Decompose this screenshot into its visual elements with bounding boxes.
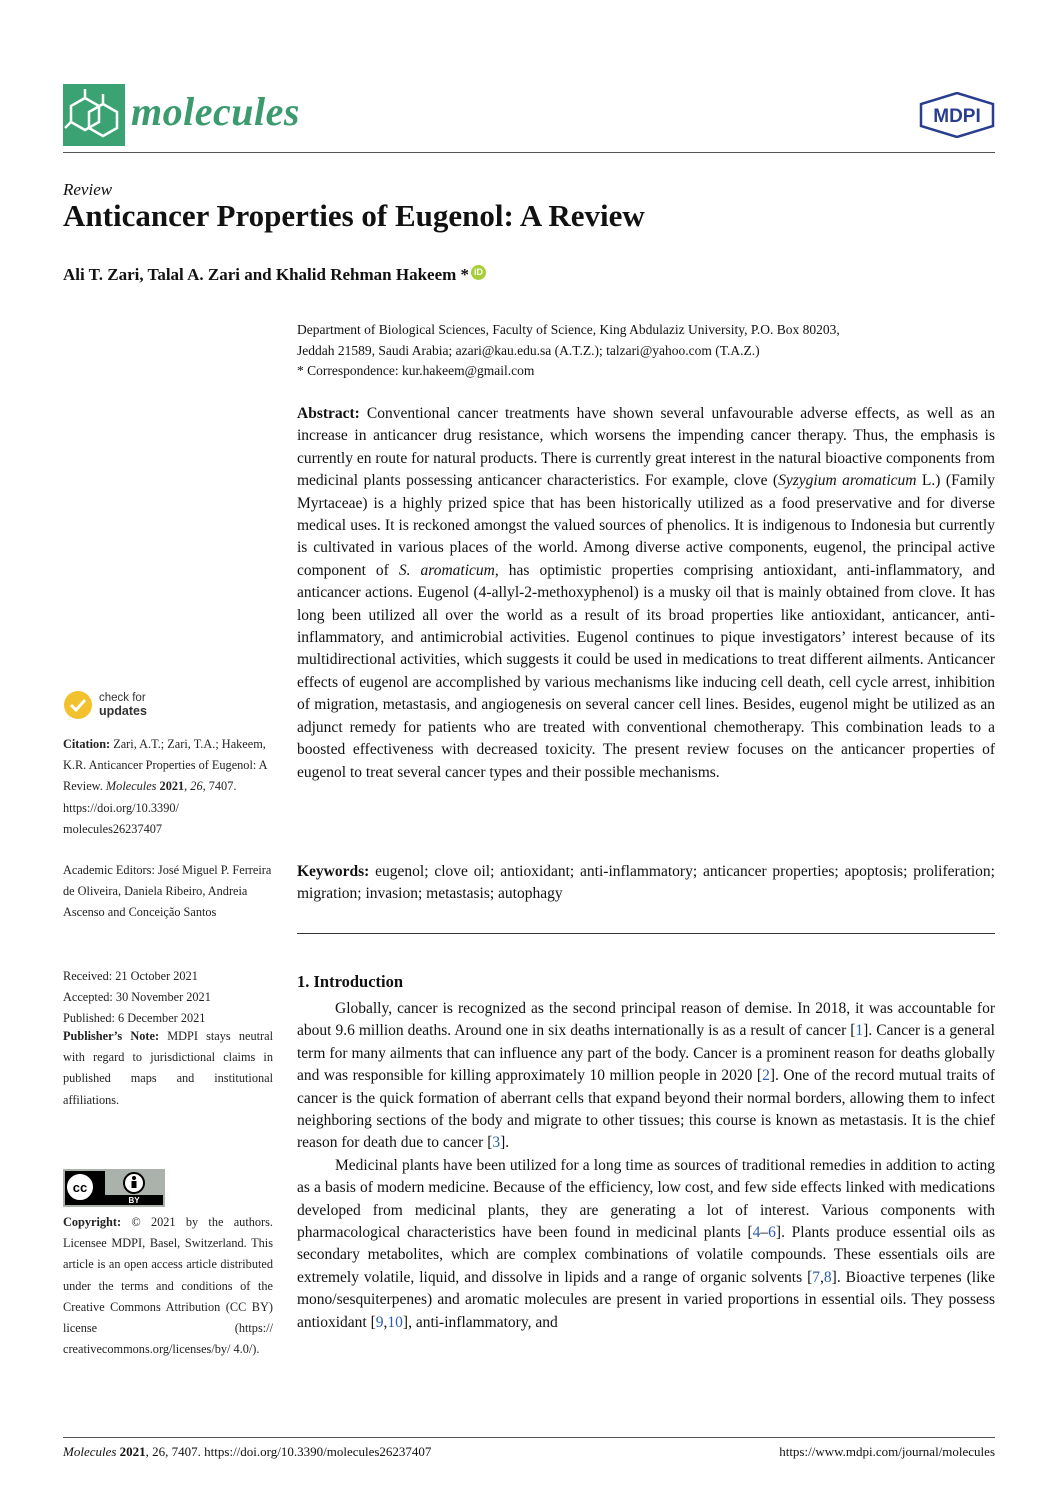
cc-by-license-icon[interactable]: [63, 1169, 165, 1207]
correspondence: * Correspondence: kur.hakeem@gmail.com: [297, 363, 535, 378]
abstract-text: Conventional cancer treatments have shown several unfavourable adverse effects, as well as an increase in anticancer drug resistance, which worsens the impending cancer therapy. Thus, the emphasis is currently en route for natural products. There is currently great interest in the natural bioactive components from medicinal plants possessing anticancer characteristics. For example, clove (: [297, 405, 995, 490]
citation-link[interactable]: 7: [812, 1268, 821, 1286]
abstract-text: , has optimistic properties comprising antioxidant, anti-inflammatory, and anticancer actions. Eugenol (4-allyl-2-methoxyphenol) is a musky oil that is mainly obtained from clove. It has long been utilized all over the world as a result of its broad properties like antioxidant, anticancer, anti-inflammatory, and antimicrobial activities. Eugenol continues to pique investigators’ interest because of its multidirectional activities, which suggests it could be used in medications to treat different ailments. Anticancer effects of eugenol are accomplished by various mechanisms like inducing cell death, cell cycle arrest, inhibition of migration, metastasis, and angiogenesis on several cancer cell lines. Besides, eugenol might be utilized as an adjunct remedy for patients who are treated with conventional chemotherapy. This combination leads to a boosted effectiveness with decreased toxicity. The present review focuses on the anticancer properties of eugenol to treat several cancer types and their possible mechanisms.: [297, 561, 995, 781]
accepted-date: Accepted: 30 November 2021: [63, 990, 211, 1005]
citation-link[interactable]: 1: [855, 1022, 864, 1040]
article-type: Review: [63, 180, 113, 199]
footer-divider: [63, 1437, 995, 1438]
abstract-label: Abstract:: [297, 405, 360, 422]
section-heading: 1. Introduction: [297, 972, 404, 991]
keywords: [297, 861, 995, 906]
abstract-text: L.) (Family Myrtaceae) is a highly prized spice that has been historically utilized as a food preservative and for diverse medical uses. It is reckoned amongst the valued sources of phenolics. It is indigenous to Indonesia but currently is cultivated in various places of the world. Among diverse active components, eugenol, the principal active component of: [297, 472, 995, 579]
publication-dates: [63, 966, 273, 1030]
citation-link[interactable]: 9: [375, 1313, 384, 1331]
copyright-block: Copyright: © 2021 by the authors. Licensee MDPI, Basel, Switzerland. This article is an open access article distributed under the terms and conditions of the Creative Commons Attribution (CC BY) license (https:// creativecommons.org/licenses/by/ 4.0/).: [63, 1215, 273, 1357]
academic-editors: Academic Editors: José Miguel P. Ferreira de Oliveira, Daniela Ribeiro, Andreia Ascenso and Conceição Santos: [63, 863, 272, 920]
publisher-note: Publisher’s Note: MDPI stays neutral with regard to jurisdictional claims in published maps and institutional affiliations.: [63, 1029, 273, 1107]
citation-label: Citation:: [63, 737, 111, 751]
check-icon: [63, 690, 93, 720]
author-list: [63, 265, 486, 285]
molecule-icon: [63, 84, 125, 146]
mdpi-logo-icon[interactable]: [919, 92, 995, 138]
journal-url[interactable]: https://www.mdpi.com/journal/molecules: [779, 1444, 995, 1459]
citation-link[interactable]: 3: [492, 1134, 501, 1152]
footer-citation: Molecules 2021, 26, 7407. https://doi.org/10.3390/molecules26237407: [63, 1444, 432, 1459]
affiliations: [297, 320, 995, 382]
keywords-text: eugenol; clove oil; antioxidant; anti-inflammatory; anticancer properties; apoptosis; proliferation; migration; invasion; metastasis; autophagy: [297, 863, 995, 903]
species-name: S. aromaticum: [398, 561, 495, 579]
updates-label: updates: [99, 704, 147, 718]
citation-link[interactable]: 6: [768, 1224, 776, 1242]
section-divider: [297, 933, 995, 934]
journal-name: molecules: [131, 89, 300, 134]
copyright-label: Copyright:: [63, 1215, 122, 1229]
mdpi-logo-text: MDPI: [933, 106, 981, 127]
abstract: [297, 403, 995, 784]
citation-link[interactable]: 10: [387, 1313, 403, 1331]
article-title: Anticancer Properties of Eugenol: A Review: [63, 198, 645, 233]
check-label: check for: [99, 692, 146, 704]
paragraph: Medicinal plants have been utilized for a long time as sources of traditional remedies in addition to acting as a basis of modern medicine. Because of the efficiency, low cost, and few side effects linked with medications developed from medicinal plants, they are generating a lot of interest. Various components with pharmacological characteristics have been found in medicinal plants [4–6]. Plants produce essential oils as secondary metabolites, which are complex combinations of volatile compounds. These essentials oils are extremely volatile, liquid, and dissolve in lipids and a range of organic solvents [7,8]. Bioactive terpenes (like mono/sesquiterpenes) and aromatic molecules are present in varied proportions in essential oils. They possess antioxidant [9,10], anti-inflammatory, and: [297, 1156, 996, 1331]
received-date: Received: 21 October 2021: [63, 969, 198, 983]
by-text: BY: [128, 1196, 140, 1205]
cc-text: cc: [72, 1180, 88, 1195]
journal-logo-icon: [63, 84, 125, 146]
orcid-icon[interactable]: iD: [471, 265, 486, 280]
authors-text: Ali T. Zari, Talal A. Zari and Khalid Rehman Hakeem *: [63, 265, 470, 284]
citation-block: Citation: Zari, A.T.; Zari, T.A.; Hakeem, K.R. Anticancer Properties of Eugenol: A Review. Molecules 2021, 26, 7407. https://doi.org/10.3390/ molecules26237407: [63, 737, 267, 836]
introduction-body: [297, 998, 995, 1334]
citation-link[interactable]: 8: [823, 1268, 832, 1286]
published-date: Published: 6 December 2021: [63, 1011, 206, 1026]
keywords-label: Keywords:: [297, 863, 370, 880]
publisher-note-label: Publisher’s Note:: [63, 1029, 160, 1043]
header-divider: [63, 152, 995, 153]
affiliation-line: Department of Biological Sciences, Faculty of Science, King Abdulaziz University, P.O. Box 80203,: [297, 322, 840, 337]
paragraph: Globally, cancer is recognized as the second principal reason of demise. In 2018, it was accountable for about 9.6 million deaths. Around one in six deaths internationally is as a result of cancer [1]. Cancer is a general term for many ailments that can influence any part of the body. Cancer is a prominent reason for deaths globally and was responsible for killing approximately 10 million people in 2020 [2]. One of the record mutual traits of cancer is the quick formation of aberrant cells that expand beyond their normal borders, allowing them to infect neighboring sections of the body and migrate to other tissues; this course is known as metastasis. It is the chief reason for death due to cancer [3].: [297, 1000, 995, 1152]
check-for-updates-button[interactable]: [63, 690, 147, 720]
citation-link[interactable]: 2: [762, 1067, 770, 1085]
affiliation-line: Jeddah 21589, Saudi Arabia; azari@kau.edu.sa (A.T.Z.); talzari@yahoo.com (T.A.Z.): [297, 342, 760, 358]
species-name: Syzygium aromaticum: [778, 472, 917, 490]
citation-link[interactable]: 4: [752, 1224, 761, 1242]
